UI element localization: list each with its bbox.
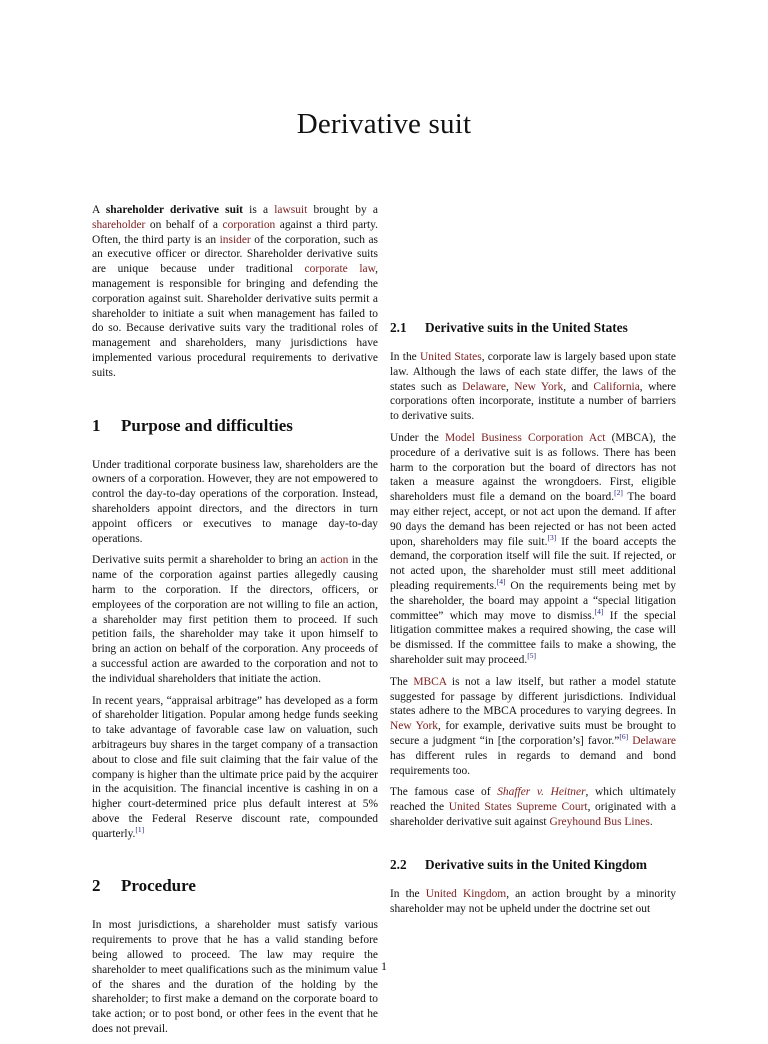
left-column xyxy=(92,203,378,1044)
reference-4-link[interactable]: [4] xyxy=(496,577,506,587)
page-title: Derivative suit xyxy=(296,108,472,140)
text-run: Derivative suits permit a shareholder to bring an xyxy=(92,554,321,567)
reference-1-link[interactable]: [1] xyxy=(135,824,145,834)
link-greyhound-bus-lines[interactable]: Greyhound Bus Lines xyxy=(549,815,650,828)
link-united-kingdom[interactable]: United Kingdom xyxy=(425,887,507,900)
link-new-york[interactable]: New York xyxy=(514,380,564,393)
text-run: In the xyxy=(390,351,420,363)
text-run: , which ultimately reached the xyxy=(390,786,676,814)
subsection-number: 2.2 xyxy=(390,856,407,872)
section-title: Purpose and difficulties xyxy=(121,415,293,435)
text-run: in the name of the corporation against parties allegedly causing harm to the corporation. If the directors, officers, or employees of the corporation are not willing to file an action, a shareholder may first petition them to proceed. If such petition fails, the shareholder may take it upon himself to bring an action on behalf of the corporation. Any proceeds of a successful action are awarded to the corporation and not to the individual shareholders that initiate the action. xyxy=(92,554,378,685)
text-run: against a third party. Often, the third party is an xyxy=(92,218,378,246)
text-run: is not a law itself, but rather a model statute suggested for passage by different jurisdictions. Individual states adhere to the MBCA procedures to varying degrees. In xyxy=(390,675,676,718)
link-insider[interactable]: insider xyxy=(219,233,251,246)
text-run: , originated with a shareholder derivative suit against xyxy=(390,801,676,828)
section-heading-purpose xyxy=(92,416,378,436)
uk-paragraph-1 xyxy=(390,887,676,917)
text-run: (MBCA), the procedure of a derivative suit is as follows. There has been harm to the corporation but the board of directors has not taken a measure against the wrongdoers. First, eligible shareholders must file a demand on the board. xyxy=(390,431,676,504)
section-heading-procedure xyxy=(92,876,378,896)
link-delaware[interactable]: Delaware xyxy=(632,734,676,747)
link-mbca[interactable]: Model Business Corporation Act xyxy=(445,431,606,444)
link-us-supreme-court[interactable]: United States Supreme Court xyxy=(448,801,588,814)
link-mbca-short[interactable]: MBCA xyxy=(413,675,447,688)
link-corporation[interactable]: corporation xyxy=(222,218,276,231)
page-number: 1 xyxy=(381,959,387,973)
purpose-paragraph-2 xyxy=(92,553,378,686)
text-run: If the special litigation committee makes a required showing, the case will be dismissed. If the committee fails to make a showing, the shareholder suit may proceed. xyxy=(390,609,676,666)
text-run: , an action brought by a minority shareholder may not be upheld under the doctrine set out xyxy=(390,887,676,915)
subsection-title: Derivative suits in the United States xyxy=(425,320,628,335)
link-lawsuit[interactable]: lawsuit xyxy=(274,204,308,216)
right-column-content xyxy=(390,320,676,923)
us-paragraph-1 xyxy=(390,350,676,424)
reference-3-link[interactable]: [3] xyxy=(547,532,557,542)
text-run: , management is responsible for bringing and defending the corporation against suit. Shareholder derivative suits permit a shareholder to initiate a suit when management has failed to do so. Because derivative suits vary the traditional roles of management and shareholders, many jurisdictions have implemented various procedural requirements to derivative suits. xyxy=(92,263,378,379)
link-shareholder[interactable]: shareholder xyxy=(92,218,146,231)
us-paragraph-2 xyxy=(390,431,676,668)
subsection-title: Derivative suits in the United Kingdom xyxy=(425,856,647,872)
text-run: Under the xyxy=(390,431,446,444)
purpose-paragraph-3 xyxy=(92,694,378,842)
text-run: A xyxy=(92,204,106,216)
subsection-number: 2.1 xyxy=(390,320,407,335)
text-run: In recent years, “appraisal arbitrage” has developed as a form of shareholder litigation. Popular among hedge funds seeking to take advantage of favorable case law on valuation, such arbitrageurs buy shares in the target company of a transaction about to close and file suit claiming that the fair value of the company is higher than the ultimate price paid by the acquirer in the acquisition. The financial incentive is cashing in on a higher court-determined price plus default interest at 5% above the Federal Reserve discount rate, compounded quarterly. xyxy=(92,694,378,840)
link-corporate-law[interactable]: corporate law xyxy=(304,263,376,276)
reference-2-link[interactable]: [2] xyxy=(614,488,623,498)
link-united-states[interactable]: United States xyxy=(420,351,482,363)
text-run: , and xyxy=(563,380,594,393)
link-shaffer-v-heitner[interactable]: Shaffer v. Heitner xyxy=(497,786,586,799)
text-run: , corporate law is largely based upon state law. Although the laws of each state differ, the laws of the states such as xyxy=(390,351,677,393)
purpose-paragraph-1: Under traditional corporate business law, shareholders are the owners of a corporation. However, they are not empowered to control the day-to-day operations of the corporation. Instead, shareholders appoint directors, and the directors in turn appoint officers or executives to manage day-to-day operations. xyxy=(92,458,378,545)
text-run: The board may either reject, accept, or not act upon the demand. If after 90 days the demand has been rejected or has not been acted upon, shareholders may file suit. xyxy=(390,491,676,548)
text-run: The xyxy=(390,675,414,688)
section-number: 2 xyxy=(92,876,101,896)
text-run: has different rules in regards to demand and bond requirements too. xyxy=(390,749,676,777)
text-run: . xyxy=(649,815,653,828)
bold-term: shareholder derivative suit xyxy=(105,204,243,216)
text-run: , xyxy=(505,380,515,393)
reference-4-link[interactable]: [4] xyxy=(594,606,604,616)
subsection-heading-uk xyxy=(390,857,676,873)
link-delaware[interactable]: Delaware xyxy=(462,380,506,393)
reference-5-link[interactable]: [5] xyxy=(527,651,536,661)
text-run: The famous case of xyxy=(390,786,498,799)
section-title: Procedure xyxy=(121,876,196,896)
text-run: On the requirements being met by the shareholder, the board may appoint a “special litigation committee” which may move to dismiss. xyxy=(390,579,676,622)
link-new-york[interactable]: New York xyxy=(390,720,439,733)
text-run: If the board accepts the demand, the corporation itself will file the suit. If rejected, or not acted upon, the shareholder must still meet additional pleading requirements. xyxy=(390,535,676,592)
link-california[interactable]: California xyxy=(593,380,640,393)
text-run: on behalf of a xyxy=(145,218,223,231)
text-run: , where corporations often incorporate, institute a number of barriers to derivative suits. xyxy=(390,380,677,423)
intro-paragraph xyxy=(92,203,378,381)
us-paragraph-4 xyxy=(390,785,676,829)
subsection-heading-us xyxy=(390,320,676,336)
procedure-paragraph-1: In most jurisdictions, a shareholder must satisfy various requirements to prove that he has a valid standing before being allowed to proceed. The law may require the shareholder to meet qualifications such as the minimum value of the shares and the duration of the holding by the shareholder; to first make a demand on the corporate board to take action; or to post bond, or other fees in the event that he does not prevail. xyxy=(92,919,378,1036)
section-number: 1 xyxy=(92,415,101,435)
text-run: of the corporation, such as an executive officer or director. Shareholder derivative suits are unique because under traditional xyxy=(92,233,378,276)
reference-6-link[interactable]: [6] xyxy=(619,732,629,742)
link-action[interactable]: action xyxy=(320,554,349,567)
text-run: In the xyxy=(390,887,426,900)
text-run: brought by a xyxy=(307,204,378,216)
us-paragraph-3 xyxy=(390,675,676,779)
text-run: is a xyxy=(242,204,275,216)
text-run: , for example, derivative suits must be brought to secure a judgment “in [the corporation’s] favor.” xyxy=(390,720,676,747)
